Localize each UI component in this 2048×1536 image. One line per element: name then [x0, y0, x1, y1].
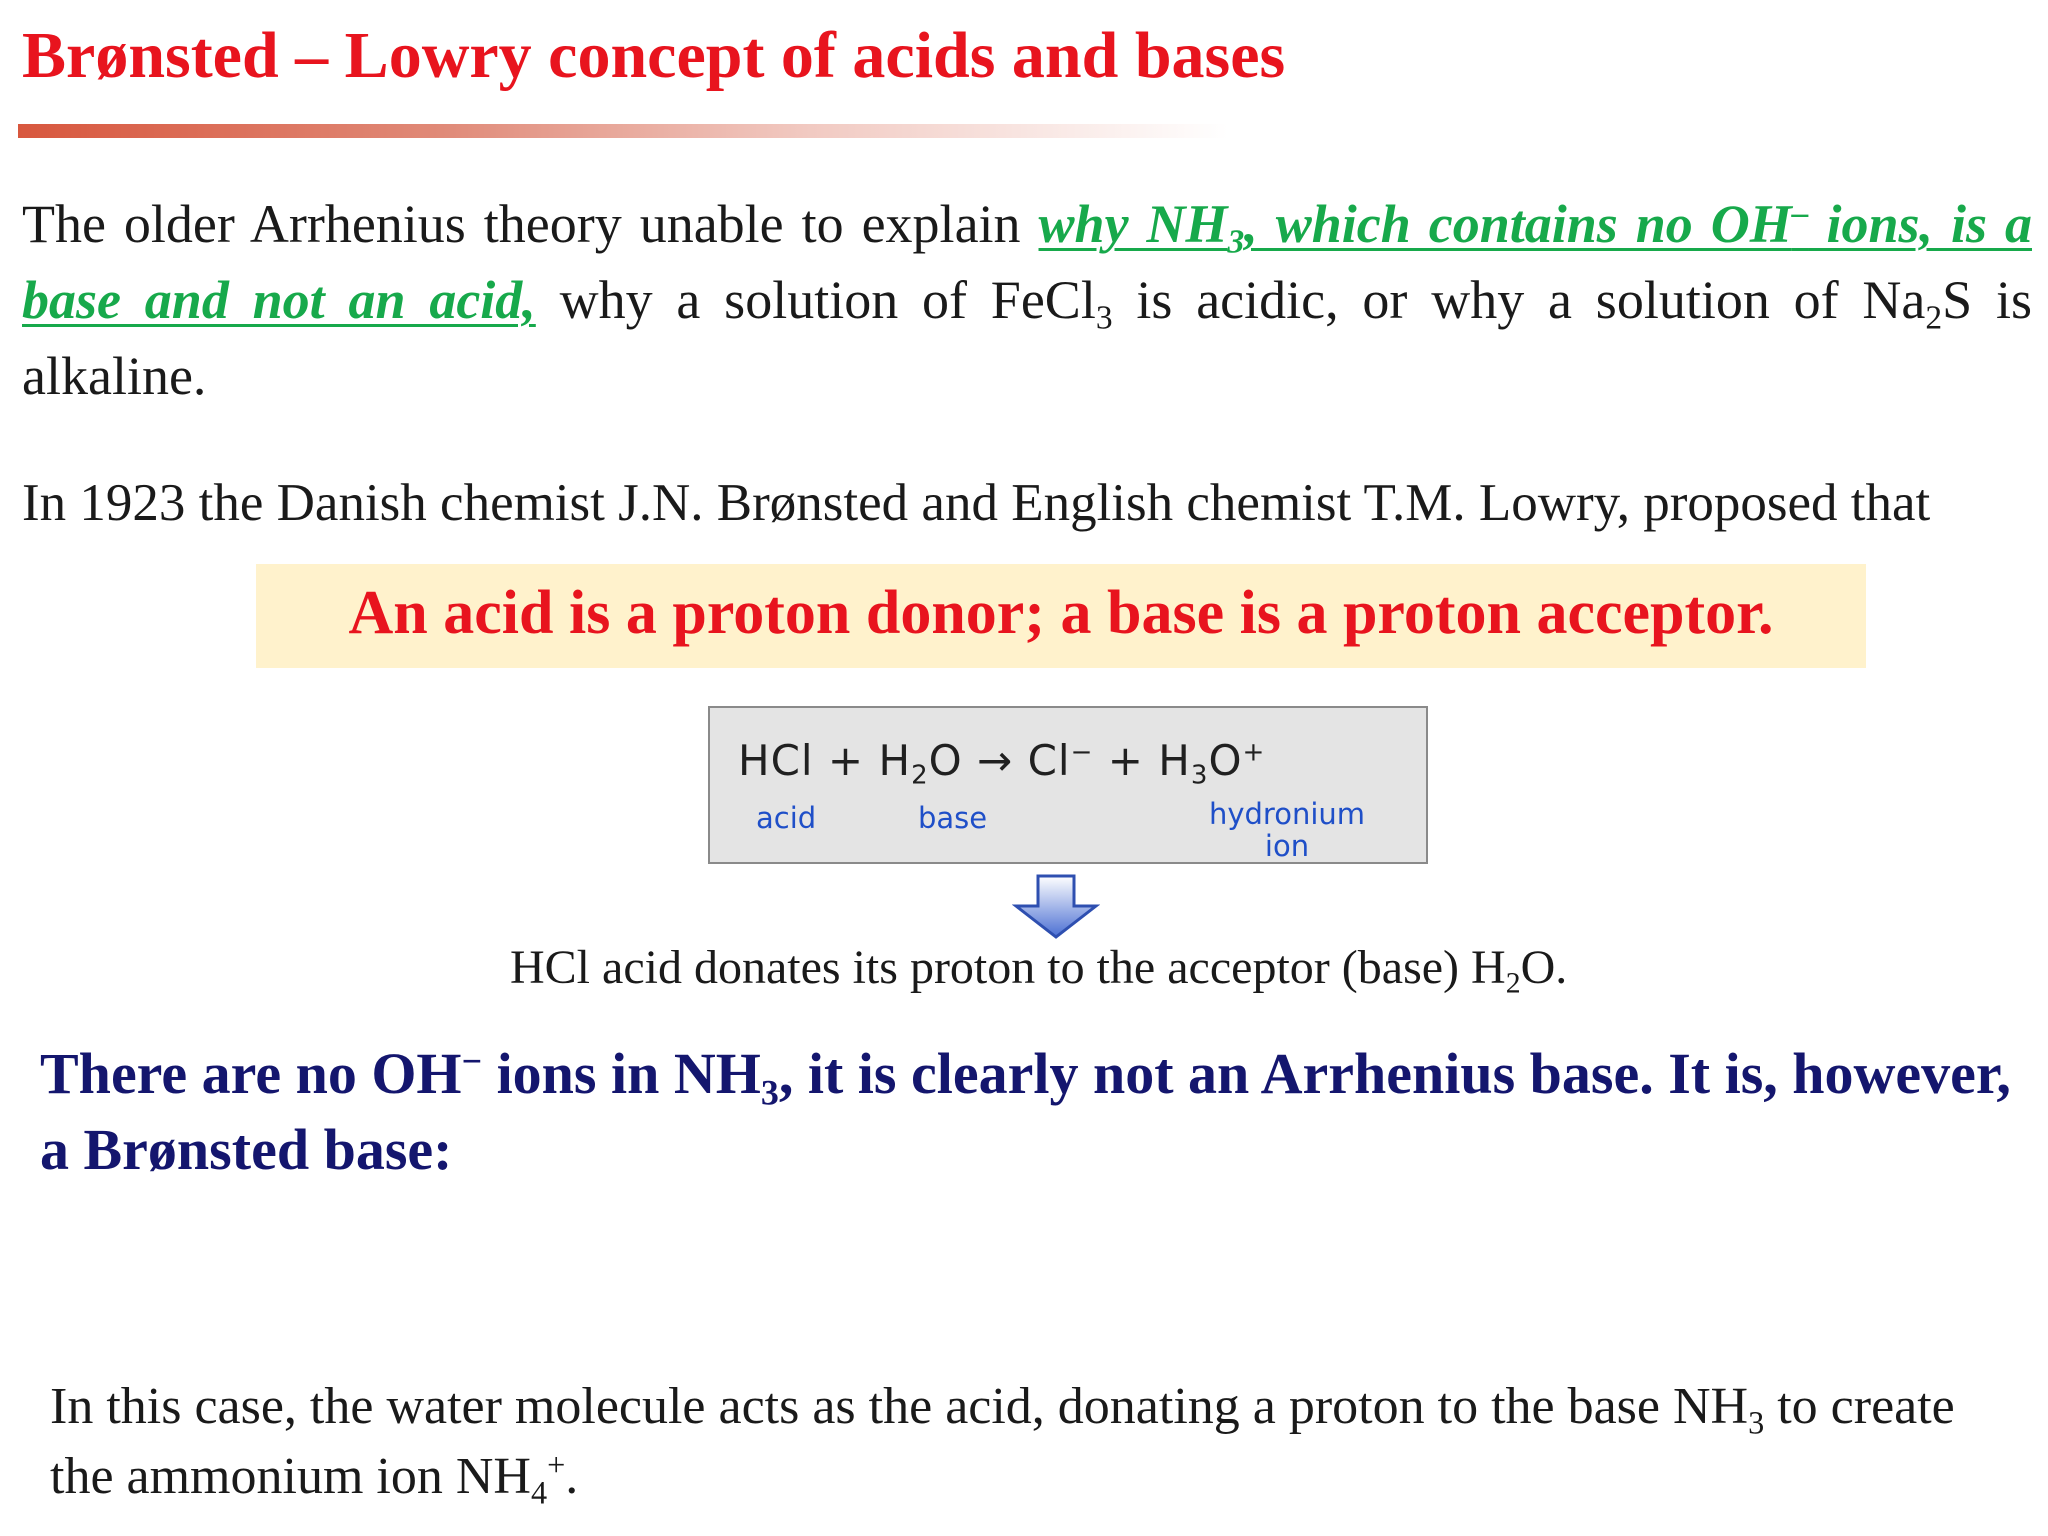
stmt-text-c: , it is clearly not an Arrhenius base. It is, however, a Brønsted base:	[40, 1041, 2011, 1182]
stmt-text-a: There are no OH	[40, 1041, 462, 1106]
arrhenius-paragraph	[22, 186, 2032, 414]
eq-sup-2: +	[1242, 737, 1266, 768]
emph-text-c: ions, is a base and not an acid,	[22, 194, 2032, 330]
emph-text-b: , which contains no OH	[1244, 194, 1792, 254]
para3-text-c: .	[565, 1448, 579, 1505]
label-acid: acid	[756, 801, 817, 835]
bronsted-lowry-intro: In 1923 the Danish chemist J.N. Brønsted and English chemist T.M. Lowry, proposed that	[22, 474, 1931, 532]
eq-part-3: + H	[1093, 736, 1191, 785]
label-ion: ion	[1264, 829, 1310, 863]
caption-subscript: 2	[1505, 966, 1521, 1000]
stmt-subscript: 3	[760, 1072, 779, 1113]
definition-text: An acid is a proton donor; a base is a proton acceptor.	[348, 579, 1774, 647]
eq-sub-1: 2	[911, 760, 929, 791]
eq-sub-2: 3	[1190, 760, 1209, 791]
na2s-subscript: 2	[1925, 299, 1943, 337]
para3-subscript-2: 4	[530, 1474, 548, 1511]
definition-highlight-box	[256, 564, 1866, 668]
emph-text-a: why NH	[1038, 194, 1228, 254]
caption-text-a: HCl acid donates its proton to the acceptor (base) H	[510, 941, 1506, 994]
para1-text-1: The older Arrhenius theory unable to explain	[22, 194, 1039, 254]
para1-text-4: S is alkaline.	[22, 270, 2032, 406]
para3-subscript-1: 3	[1748, 1404, 1765, 1441]
eq-sup-1: −	[1070, 737, 1094, 768]
caption-text-b: O.	[1520, 941, 1568, 994]
reaction-equation	[738, 736, 1266, 791]
emph-superscript: –	[1791, 194, 1809, 232]
label-hydronium-ion	[1202, 798, 1372, 862]
label-base: base	[918, 801, 988, 835]
emph-subscript: 3	[1227, 223, 1245, 261]
equation-caption	[510, 940, 1568, 1000]
para3-superscript: +	[547, 1446, 566, 1483]
hcl-equation-box	[708, 706, 1428, 864]
title-underline-rule	[18, 124, 1228, 138]
stmt-text-b: ions in NH	[482, 1041, 761, 1106]
para3-text-a: In this case, the water molecule acts as the acid, donating a proton to the base NH	[50, 1378, 1749, 1435]
label-hydronium: hydronium	[1208, 797, 1366, 831]
eq-part-4: O	[1208, 736, 1243, 785]
eq-part-1: HCl + H	[738, 736, 912, 785]
para3-text-b: to create the ammonium ion NH	[50, 1378, 1955, 1505]
fecl3-subscript: 3	[1095, 299, 1113, 337]
para1-text-3: is acidic, or why a solution of Na	[1112, 270, 1926, 330]
water-acid-paragraph	[50, 1372, 2010, 1512]
eq-part-2: O → Cl	[928, 736, 1071, 785]
stmt-superscript: −	[461, 1041, 483, 1082]
down-arrow-icon	[1012, 874, 1100, 940]
para1-text-2: why a solution of FeCl	[535, 270, 1096, 330]
slide-title: Brønsted – Lowry concept of acids and bases	[22, 19, 1286, 92]
nh3-bronsted-statement	[40, 1036, 2020, 1188]
